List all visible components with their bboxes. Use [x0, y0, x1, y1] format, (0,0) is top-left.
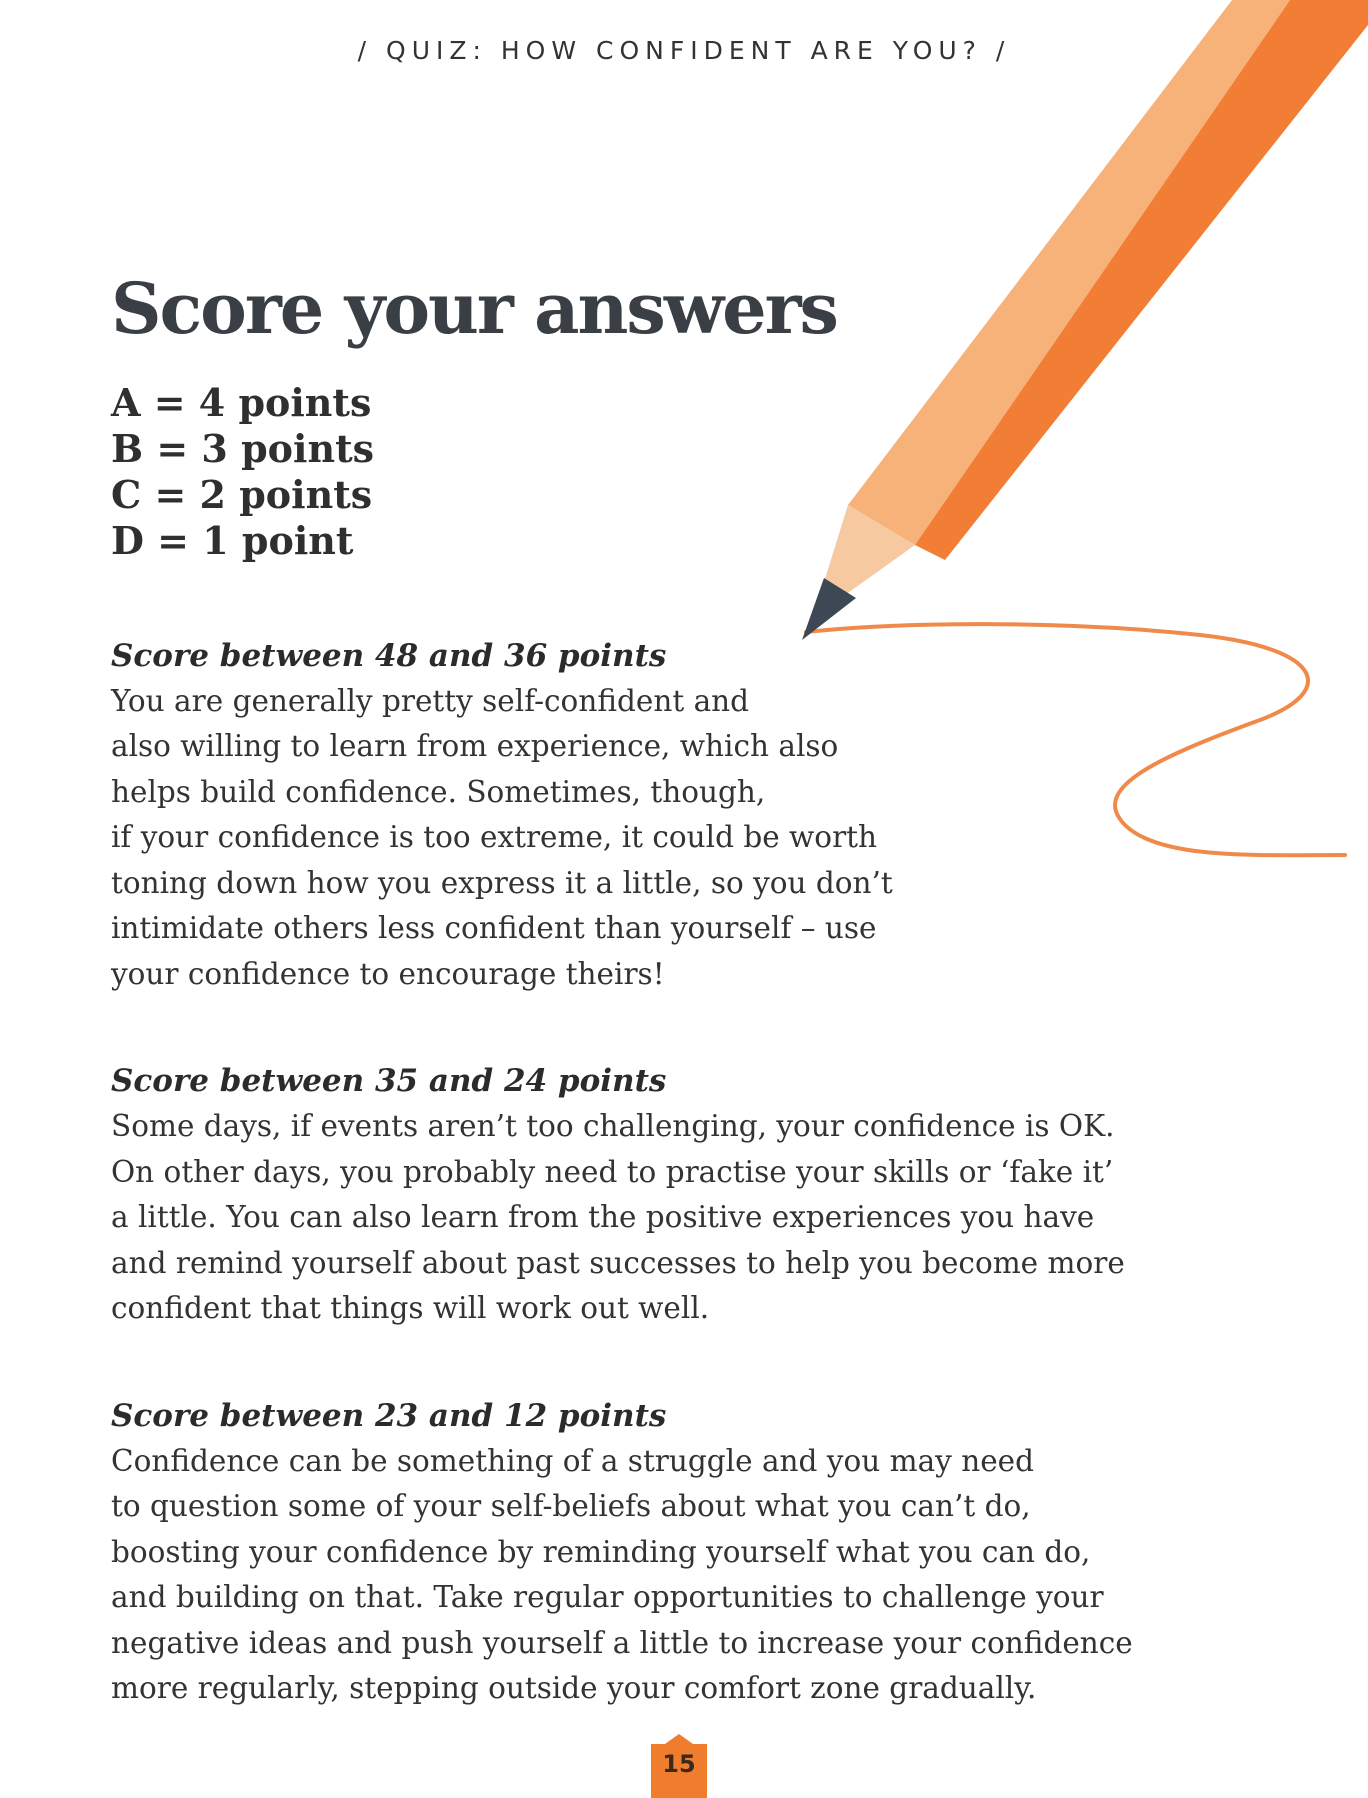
body-line: Confidence can be something of a struggle and you may need: [111, 1443, 1034, 1478]
body-line: and building on that. Take regular opportunities to challenge your: [111, 1580, 1104, 1614]
body-line: intimidate others less confident than yourself – use: [111, 911, 877, 945]
body-line: your confidence to encourage theirs!: [111, 956, 665, 991]
body-line: negative ideas and push yourself a little to increase your confidence: [111, 1625, 1133, 1660]
section-body: [111, 1439, 1151, 1712]
body-line: also willing to learn from experience, which also: [111, 729, 839, 763]
points-item-c: C = 2 points: [111, 471, 373, 517]
body-line: boosting your confidence by reminding yourself what you can do,: [111, 1534, 1091, 1569]
points-list: [111, 380, 1151, 564]
section-body: [111, 1104, 1151, 1332]
body-line: and remind yourself about past successes to help you become more: [111, 1245, 1125, 1280]
section-heading: Score between 23 and 12 points: [111, 1397, 667, 1434]
score-section-low: [111, 1394, 1151, 1712]
body-line: helps build confidence. Sometimes, though,: [111, 774, 766, 809]
section-heading: Score between 35 and 24 points: [111, 1063, 667, 1099]
body-line: toning down how you express it a little, so you don’t: [111, 865, 893, 900]
body-line: You are generally pretty self-confident and: [111, 683, 750, 718]
body-line: confident that things will work out well.: [111, 1291, 710, 1325]
section-body: [111, 679, 1151, 998]
points-item-d: D = 1 point: [111, 517, 354, 563]
body-line: Some days, if events aren’t too challenging, your confidence is OK.: [111, 1109, 1115, 1143]
body-line: On other days, you probably need to practise your skills or ‘fake it’: [111, 1154, 1114, 1189]
section-heading: Score between 48 and 36 points: [111, 637, 667, 674]
body-line: a little. You can also learn from the positive experiences you have: [111, 1200, 1095, 1234]
score-section-high: [111, 634, 1151, 998]
points-item-b: B = 3 points: [111, 425, 375, 471]
body-line: more regularly, stepping outside your comfort zone gradually.: [111, 1671, 1037, 1705]
points-item-a: A = 4 points: [111, 379, 372, 425]
body-line: to question some of your self-beliefs about what you can’t do,: [111, 1489, 1031, 1523]
page-title: Score your answers: [111, 267, 837, 350]
body-line: if your confidence is too extreme, it could be worth: [111, 820, 878, 854]
score-section-mid: [111, 1059, 1151, 1332]
running-head: / QUIZ: HOW CONFIDENT ARE YOU? /: [357, 36, 1011, 65]
page-number: 15: [662, 1750, 696, 1778]
main-content: [111, 267, 1151, 1774]
